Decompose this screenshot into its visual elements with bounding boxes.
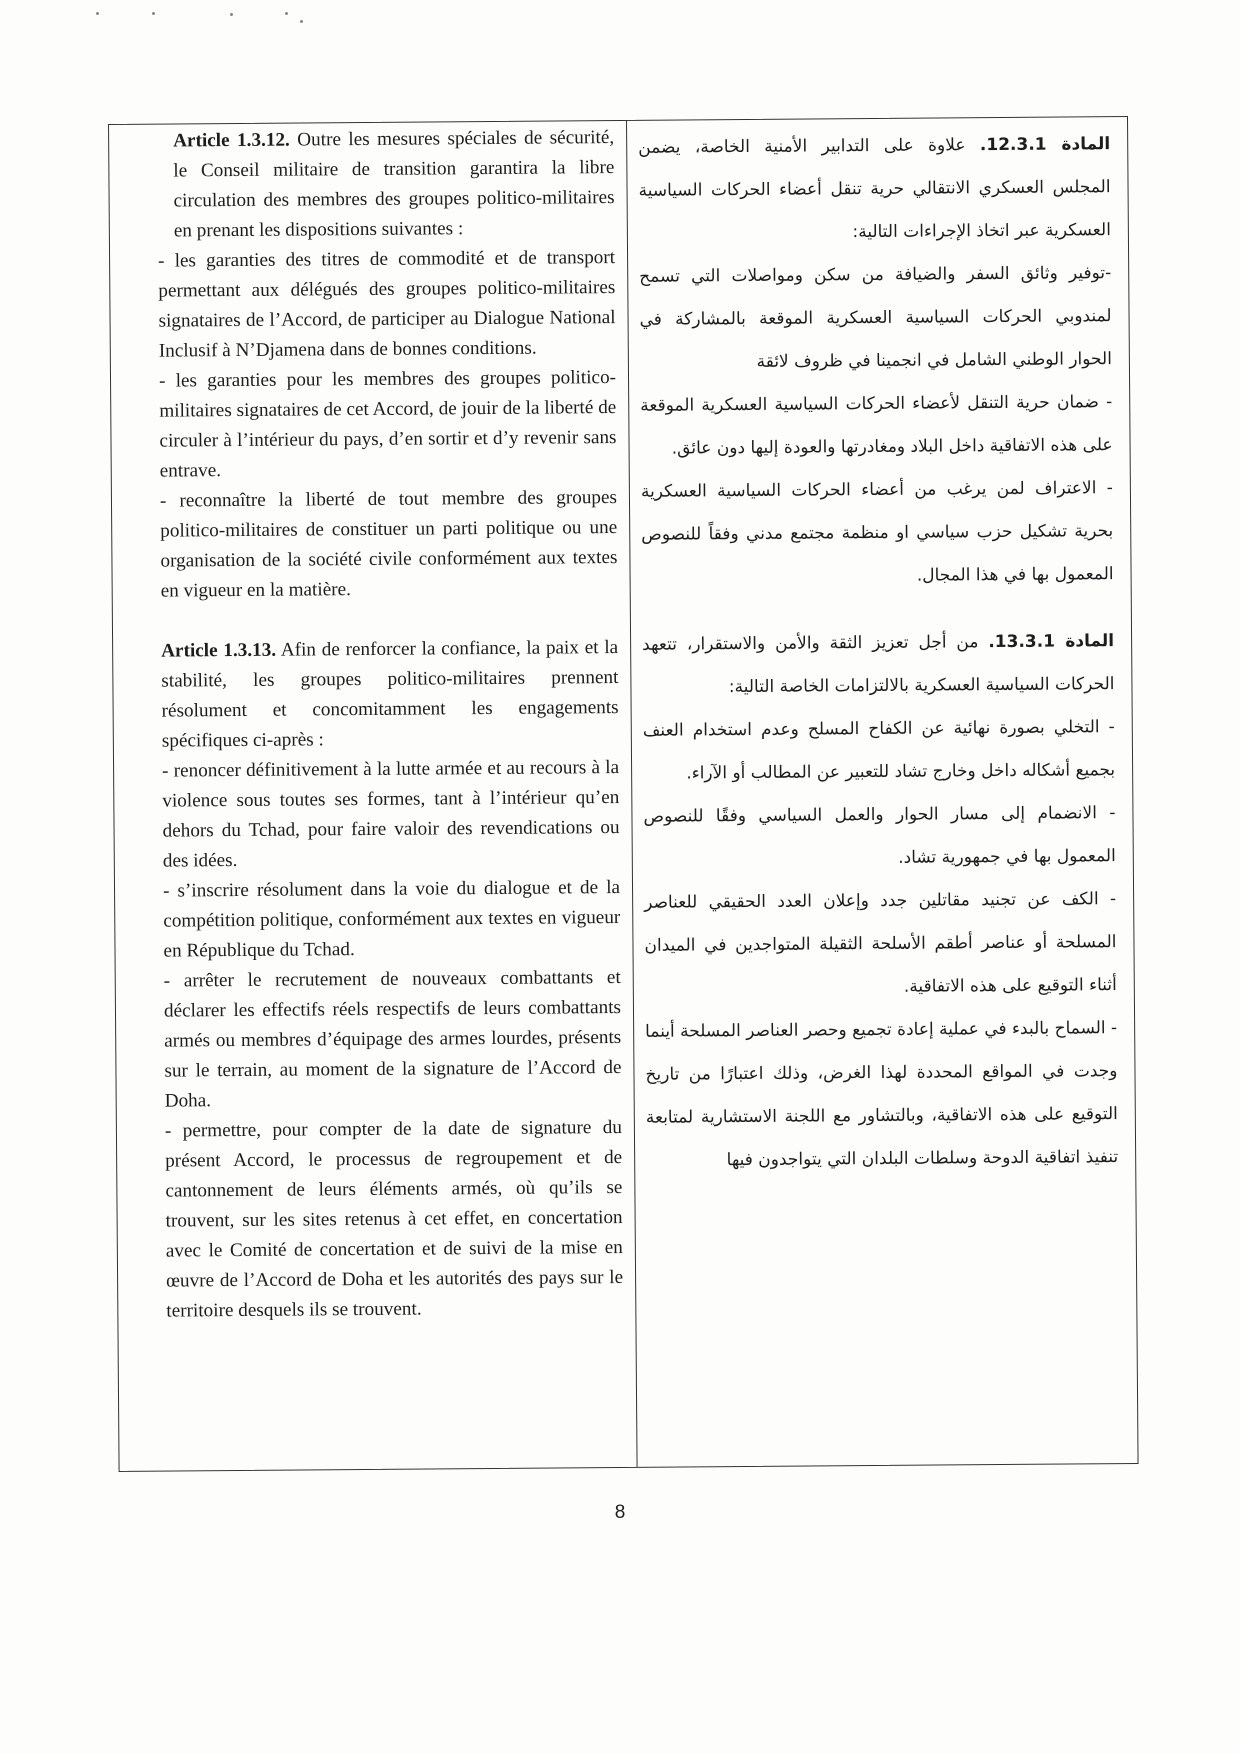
article-1-3-12-ar-item-2: - ضمان حرية التنقل لأعضاء الحركات السياسية العسكرية الموقعة على هذه الاتفاقية داخل البلاد ومغادرتها والعودة إليها دون عائق.	[640, 392, 1113, 459]
article-1-3-13-fr-intro: Article 1.3.13. Afin de renforcer la confiance, la paix et la stabilité, les groupes politico-militaires prennent résolument et concomitamment les engagements spécifiques ci-après :	[161, 637, 619, 752]
article-1-3-12-fr-item-1: - les garanties des titres de commodité et de transport permettant aux délégués des groupes politico-militaires signataires de l’Accord, de participer au Dialogue National Inclusif à N’Djamena dans de bonnes conditions.	[158, 247, 616, 362]
article-1-3-12-fr-intro: Article 1.3.12. Outre les mesures spéciales de sécurité, le Conseil militaire de transition garantira la libre circulation des membres des groupes politico-militaires en prenant les dispositions suivantes :	[173, 127, 615, 242]
article-1-3-13-fr-item-3: - arrêter le recrutement de nouveaux combattants et déclarer les effectifs réels respectifs de leurs combattants armés ou membres d’équipage des armes lourdes, présents sur le terrain, au moment de la signature de l’Accord de Doha.	[163, 967, 622, 1112]
article-1-3-12-ar-title: المادة 12.3.1.	[979, 134, 1111, 156]
article-1-3-13-fr-title: Article 1.3.13.	[161, 639, 277, 662]
bilingual-article-table	[108, 116, 1139, 1472]
article-1-3-13-ar-intro: المادة 13.3.1. من أجل تعزيز الثقة والأمن والاستقرار، تتعهد الحركات السياسية العسكرية بالالتزامات الخاصة التالية:	[642, 631, 1115, 698]
article-1-3-12-fr-item-2: - les garanties pour les membres des groupes politico-militaires signataires de cet Accord, de jouir de la liberté de circuler à l’intérieur du pays, d’en sortir et d’y revenir sans entrave.	[158, 367, 617, 482]
article-1-3-13-ar-item-3: - الكف عن تجنيد مقاتلين جدد وإعلان العدد الحقيقي للعناصر المسلحة أو عناصر أطقم الأسلحة الثقيلة المتواجدين في الميدان أثناء التوقيع على هذه الاتفاقية.	[644, 889, 1117, 997]
article-1-3-12-ar-intro: المادة 12.3.1. علاوة على التدابير الأمنية الخاصة، يضمن المجلس العسكري الانتقالي حرية تنقل أعضاء الحركات السياسية العسكرية عبر اتخاذ الإجراءات التالية:	[638, 134, 1111, 243]
article-1-3-12-ar-item-1: -توفير وثائق السفر والضيافة من سكن ومواصلات التي تسمح لمندوبي الحركات السياسية العسكرية الموقعة بالمشاركة في الحوار الوطني الشامل في انجمينا في ظروف لائقة	[639, 263, 1112, 372]
article-1-3-13-ar-item-4: - السماح بالبدء في عملية إعادة تجميع وحصر العناصر المسلحة أينما وجدت في المواقع المحددة لهذا الغرض، وذلك اعتبارًا من تاريخ التوقيع على هذه الاتفاقية، وبالتشاور مع اللجنة الاستشارية لمتابعة تنفيذ اتفاقية الدوحة وسلطات البلدان التي يتواجدون فيها	[645, 1018, 1119, 1171]
article-1-3-13-ar-item-1: - التخلي بصورة نهائية عن الكفاح المسلح وعدم استخدام العنف بجميع أشكاله داخل وخارج تشاد للتعبير عن المطالب أو الآراء.	[642, 717, 1116, 784]
article-1-3-13-ar-title: المادة 13.3.1.	[988, 631, 1115, 653]
french-column	[109, 121, 637, 1471]
article-1-3-13-fr-item-1: - renoncer définitivement à la lutte armée et au recours à la violence sous toutes ses formes, tant à l’intérieur qu’en dehors du Tchad, pour faire valoir des revendications ou des idées.	[162, 757, 620, 872]
arabic-column	[628, 117, 1139, 1467]
article-1-3-13-fr-item-2: - s’inscrire résolument dans la voie du dialogue et de la compétition politique, conformément aux textes en vigueur en République du Tchad.	[162, 877, 621, 962]
article-1-3-13-ar-item-2: - الانضمام إلى مسار الحوار والعمل السياسي وفقًا للنصوص المعمول بها في جمهورية تشاد.	[643, 803, 1116, 868]
page-number: 8	[614, 1502, 626, 1523]
scan-specks	[80, 8, 340, 28]
article-1-3-12-fr-title: Article 1.3.12.	[173, 129, 290, 152]
article-1-3-12-ar-item-3: - الاعتراف لمن يرغب من أعضاء الحركات السياسية العسكرية بحرية تشكيل حزب سياسي او منظمة مجتمع مدني وفقاً للنصوص المعمول بها في هذا المجال.	[640, 478, 1114, 586]
article-1-3-13-fr-item-4: - permettre, pour compter de la date de signature du présent Accord, le processus de regroupement et de cantonnement de leurs éléments armés, où qu’ils se trouvent, sur les sites retenus à cet effet, en concertation avec le Comité de concertation et de suivi de la mise en œuvre de l’Accord de Doha et les autorités des pays sur le territoire desquels ils se trouvent.	[164, 1117, 624, 1322]
article-1-3-12-fr-item-3: - reconnaître la liberté de tout membre des groupes politico-militaires de constituer un parti politique ou une organisation de la société civile conformément aux textes en vigueur en la matière.	[159, 487, 618, 602]
